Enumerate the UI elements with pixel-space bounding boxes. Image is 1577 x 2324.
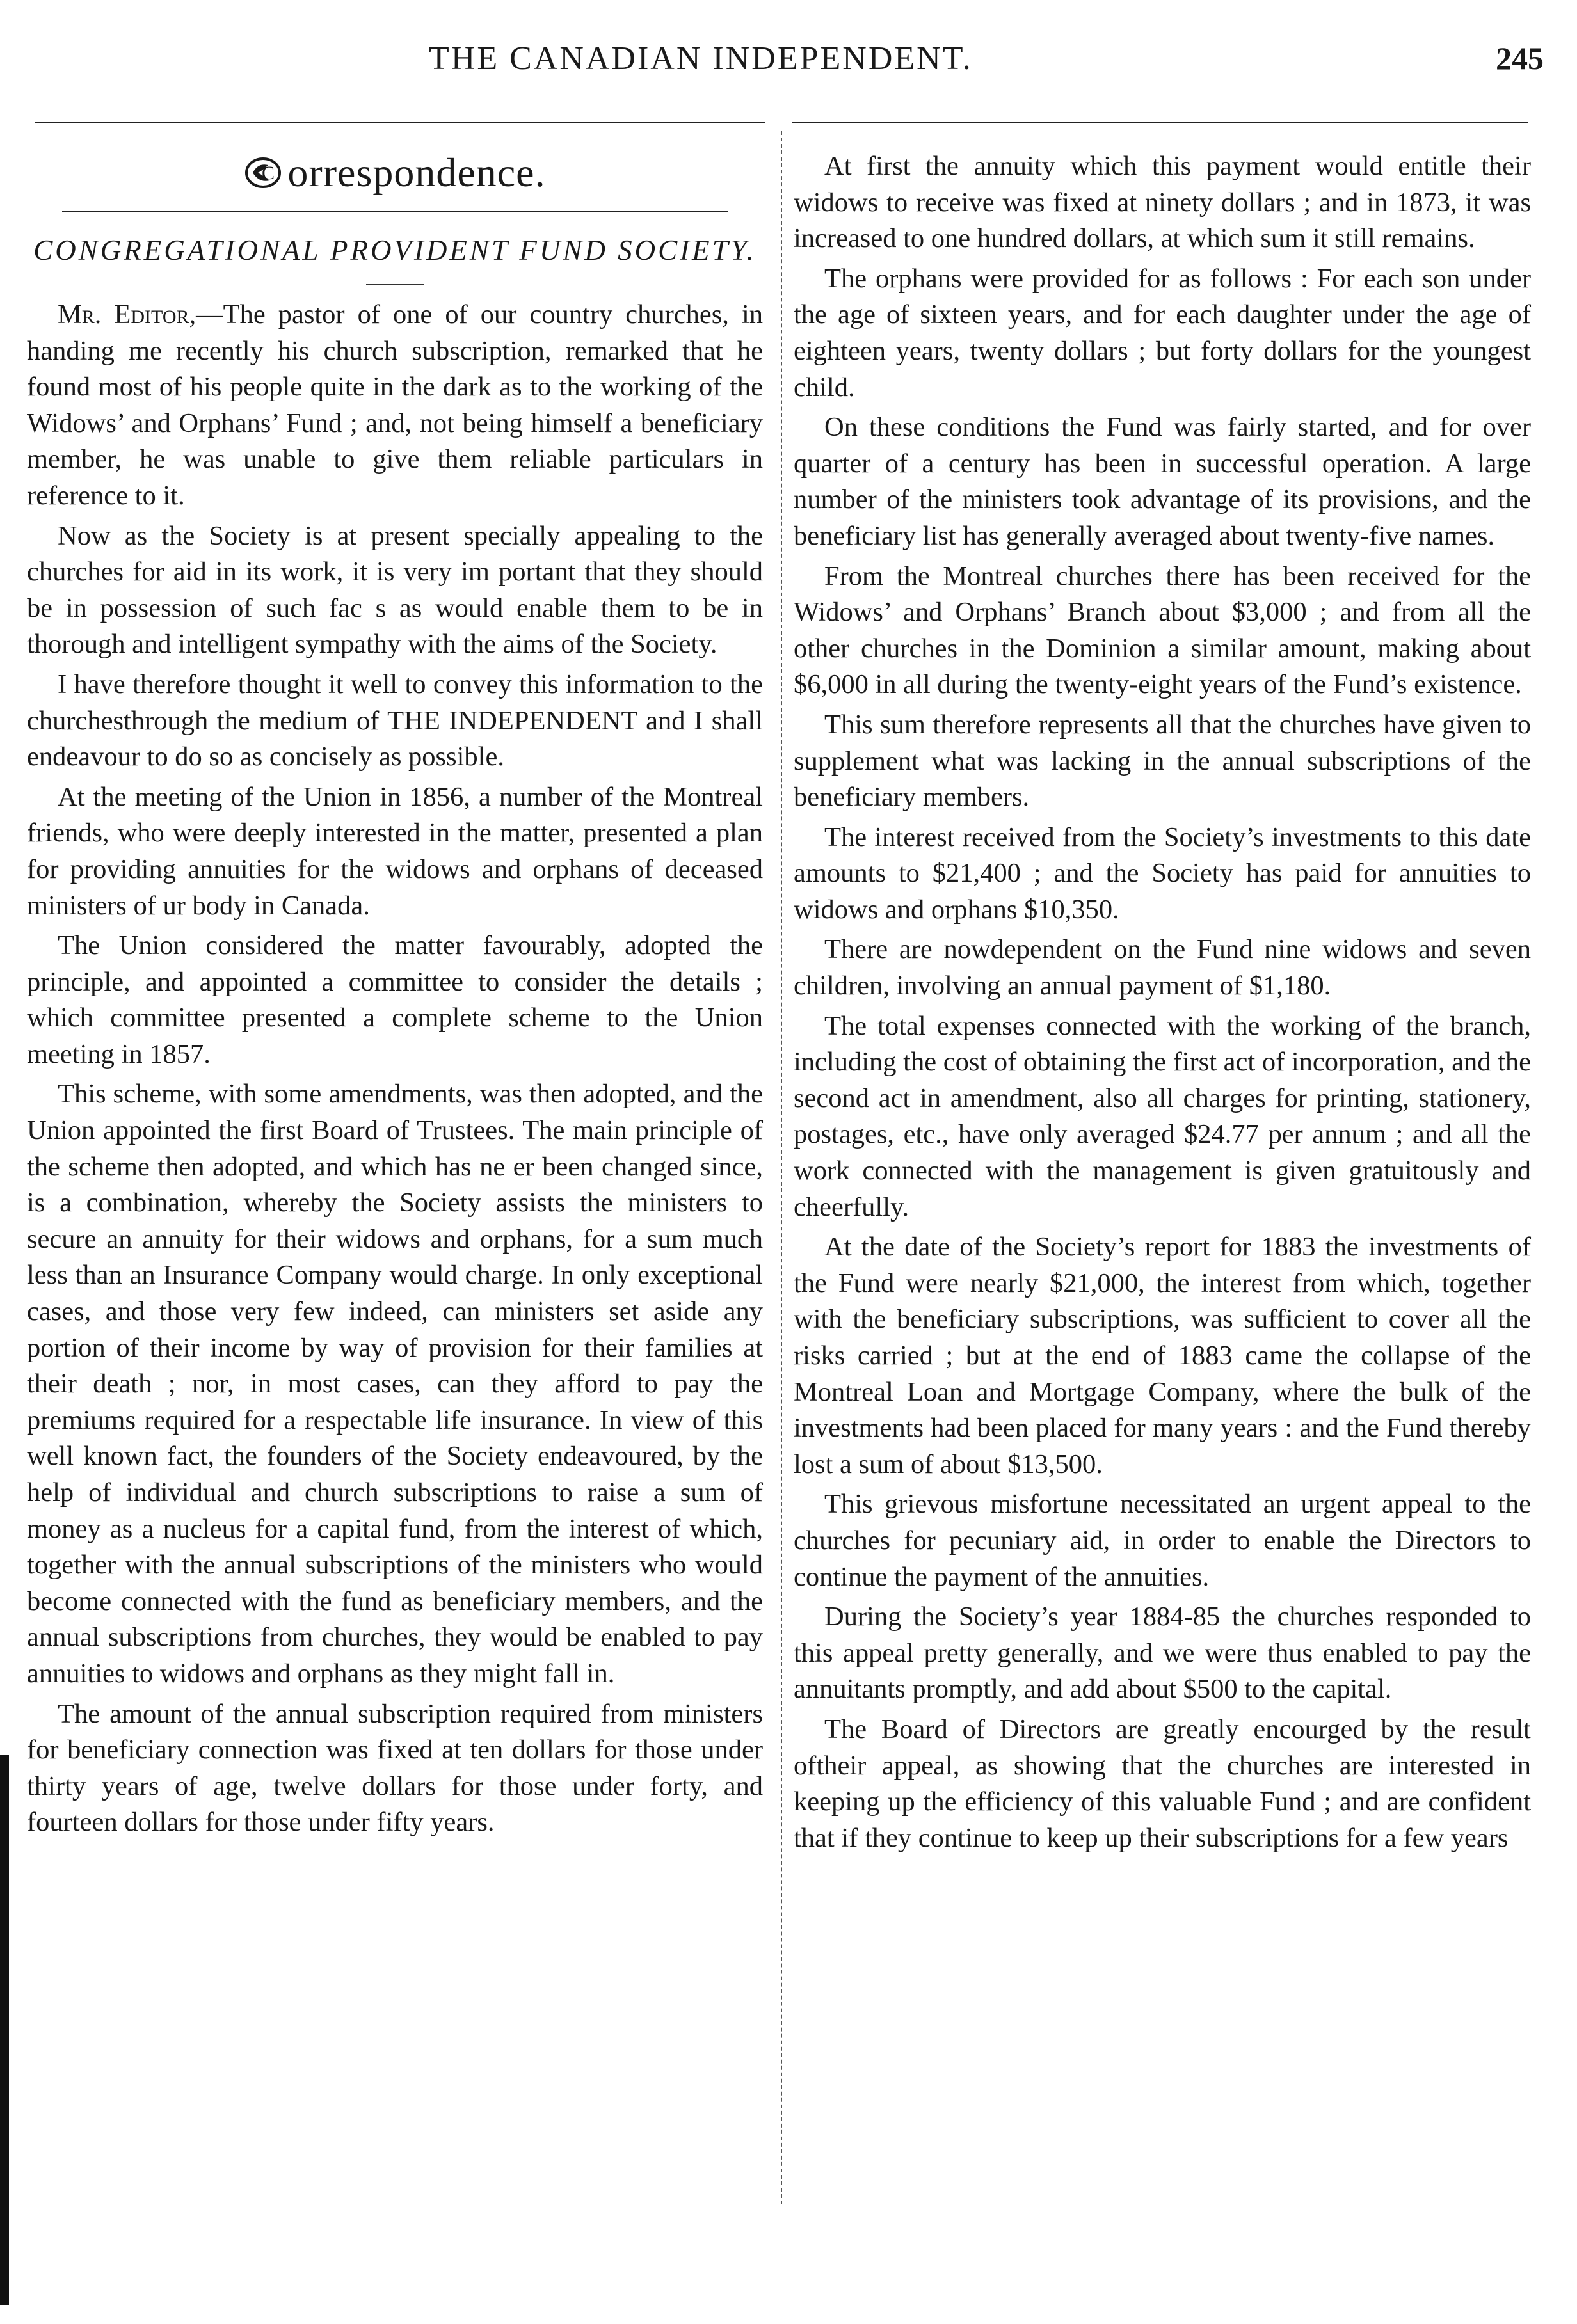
paragraph: The Union considered the matter favourably, adopted the principle, and appointed a committee to consider the details ; which committee presented a complete scheme to the Union meeting in 1857. bbox=[27, 930, 763, 1069]
page-number: 245 bbox=[1496, 40, 1544, 76]
header-rule-right bbox=[792, 122, 1528, 123]
article-title: CONGREGATIONAL PROVIDENT FUND SOCIETY. bbox=[33, 234, 756, 266]
paragraph: At the date of the Society’s report for 1883 the investments of the Fund were nearly $21,000, the interest from which, together with the beneficiary subscriptions, was sufficient to cover all the risks carried ; but at the end of 1883 came the collapse of the Montreal Loan and Mortgage Company, where the bulk of the investments had been placed for many years : and the Fund thereby lost a sum of about $13,500. bbox=[794, 1232, 1531, 1479]
paragraph: The amount of the annual subscription required from ministers for beneficiary connection was fixed at ten dollars for those under thirty years of age, twelve dollars for those under forty, and fourteen dollars for those under fifty years. bbox=[27, 1698, 763, 1838]
title-rule bbox=[366, 284, 424, 285]
left-column bbox=[27, 148, 763, 1841]
paragraph: This sum therefore represents all that the churches have given to supplement what was lacking in the annual subscriptions of the beneficiary members. bbox=[794, 709, 1531, 813]
paragraph: I have therefore thought it well to convey this information to the churchesthrough the medium of THE INDEPENDENT and I shall endeavour to do so as concisely as possible. bbox=[27, 669, 763, 772]
paragraph: On these conditions the Fund was fairly started, and for over quarter of a century has been in successful operation. A large number of the ministers took advantage of its provisions, and the beneficiary list has generally averaged about twenty-five names. bbox=[794, 412, 1531, 551]
svg-text:C: C bbox=[262, 163, 276, 184]
paragraph: The total expenses connected with the working of the branch, including the cost of obtaining the first act of incorporation, and the second act in amendment, also all charges for printing, stationery, postages, etc., have only averaged $24.77 per annum ; and all the work connected with the management is given gratuitously and cheerfully. bbox=[794, 1010, 1531, 1222]
scan-margin-bar bbox=[0, 1755, 9, 2305]
paragraph: This grievous misfortune necessitated an urgent appeal to the churches for pecuniary aid, in order to enable the Directors to continue the payment of the annuities. bbox=[794, 1489, 1531, 1592]
paragraph: The orphans were provided for as follows : For each son under the age of sixteen years, and for each daughter under the age of eighteen years, twenty dollars ; but forty dollars for the youngest child. bbox=[794, 263, 1531, 402]
paragraph: From the Montreal churches there has been received for the Widows’ and Orphans’ Branch about $3,000 ; and from all the other churches in the Dominion a similar amount, making about $6,000 in all during the twenty-eight years of the Fund’s existence. bbox=[794, 561, 1531, 700]
paragraph: There are nowdependent on the Fund nine widows and seven children, involving an annual payment of $1,180. bbox=[794, 934, 1531, 1001]
section-heading-text: orrespondence. bbox=[287, 149, 546, 195]
paragraph: Mr. Editor,—The pastor of one of our country churches, in handing me recently his church subscription, remarked that he found most of his people quite in the dark as to the working of the Widows’ and Orphans’ Fund ; and, not being himself a beneficiary member, he was unable to give them reliable particulars in reference to it. bbox=[27, 299, 763, 511]
paragraph: This scheme, with some amendments, was then adopted, and the Union appointed the first Board of Trustees. The main principle of the scheme then adopted, and which has ne er been changed since, is a combination, whereby the Society assists the ministers to secure an annuity for their widows and orphans, for a sum much less than an Insurance Company would charge. In only exceptional cases, and those very few indeed, can ministers set aside any portion of their income by way of provision for their families at their death ; nor, in most cases, can they afford to pay the premiums required for a respectable life insurance. In view of this well known fact, the founders of the Society endeavoured, by the help of individual and church subscriptions to raise a sum of money as a nucleus for a capital fund, from the interest of which, together with the annual subscriptions of the ministers who would become connected with the fund as beneficiary members, and the annual subscriptions from churches, they would be enabled to pay annuities to widows and orphans as they might fall in. bbox=[27, 1079, 763, 1689]
page-header bbox=[0, 40, 1577, 84]
paragraph: Now as the Society is at present specially appealing to the churches for aid in its work, it is very im portant that they should be in possession of such fac s as would enable them to be in thorough and intelligent sympathy with the aims of the Society. bbox=[27, 520, 763, 660]
section-heading bbox=[27, 149, 763, 195]
right-column bbox=[794, 148, 1531, 1856]
paragraph: The interest received from the Society’s investments to this date amounts to $21,400 ; and the Society has paid for annuities to widows and orphans $10,350. bbox=[794, 822, 1531, 925]
header-rule-left bbox=[35, 122, 765, 123]
section-heading-rule bbox=[62, 211, 728, 212]
ornamental-initial-icon bbox=[244, 154, 285, 192]
paragraph: At first the annuity which this payment would entitle their widows to receive was fixed at ninety dollars ; and in 1873, it was increased to one hundred dollars, at which sum it still remains. bbox=[794, 151, 1531, 254]
column-divider bbox=[781, 131, 782, 2204]
salutation: Mr. Editor, bbox=[58, 299, 196, 330]
paragraph: During the Society’s year 1884-85 the churches responded to this appeal pretty generally, and we were thus enabled to pay the annuitants promptly, and add about $500 to the capital. bbox=[794, 1602, 1531, 1705]
paragraph: At the meeting of the Union in 1856, a number of the Montreal friends, who were deeply interested in the matter, presented a plan for providing annuities for the widows and orphans of deceased ministers of ur body in Canada. bbox=[27, 781, 763, 921]
running-title: THE CANADIAN INDEPENDENT. bbox=[429, 40, 973, 77]
paragraph: The Board of Directors are greatly encourged by the result oftheir appeal, as showing that the churches are interested in keeping up the efficiency of this valuable Fund ; and are confident that if they continue to keep up their subscriptions for a few years bbox=[794, 1714, 1531, 1853]
